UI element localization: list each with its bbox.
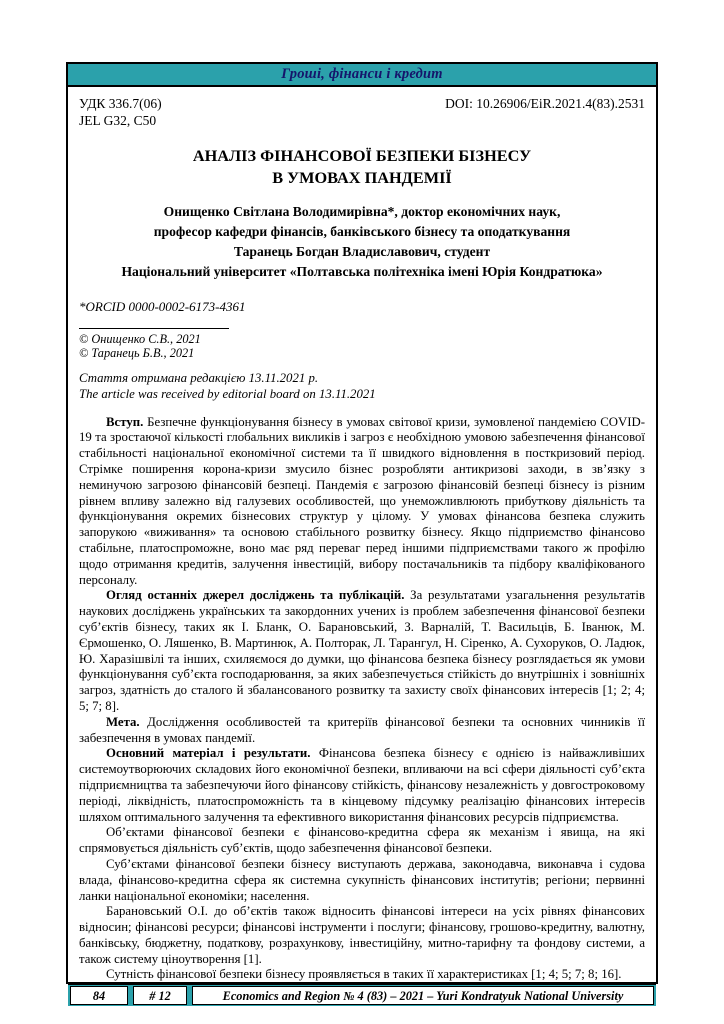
paragraph-text: За результатами узагальнення результатів наукових досліджень українських та закордонних учених із проблем забезпечення фінансової безпеки суб’єктів бізнесу, таких як І. Бланк, О. Барановський, З. Варналій, Т. Васильців, Б. Іванюк, М. Єрмошенко, О. Ляшенко, В. Мартинюк, А. Полторак, Л. Тарангул, Н. Сіренко, А. Сухоруков, О. Ладюк, Ю. Харазішвілі та інших, схиляємося до думки, що фінансова безпека бізнесу розглядається як умови функціонування суб’єкта господарювання, за яких забезпечується стійкість до внутрішніх і зовнішніх загроз, здатність до сталого й збалансованого розвитку та захисту своїх фінансових інтересів [1; 2; 4; 5; 7; 8].: [79, 588, 646, 713]
paragraph-text: Дослідження особливостей та критеріїв фінансової безпеки та основних чинників її забезпечення в умовах пандемії.: [79, 714, 645, 745]
copyright-line: © Таранець Б.В., 2021: [79, 346, 195, 361]
paragraph-text: Сутність фінансової безпеки бізнесу проявляється в таких її характеристиках [1; 4; 5; 7; 8; 16].: [106, 967, 622, 982]
received-date-en: The article was received by editorial board on 13.11.2021: [79, 387, 376, 401]
article-title-line2: В УМОВАХ ПАНДЕМІЇ: [272, 168, 452, 187]
author-line: Таранець Богдан Владиславович, студент: [233, 244, 491, 259]
footer-band: [68, 983, 656, 1006]
doi-code: DOI: 10.26906/EiR.2021.4(83).2531: [445, 96, 645, 111]
affiliation-line: Національний університет «Полтавська політехніка імені Юрія Кондратюка»: [121, 264, 603, 279]
page-frame: [66, 62, 658, 1003]
footer-journal-line: Economics and Region № 4 (83) – 2021 – Yuri Kondratyuk National University: [192, 986, 654, 1005]
article-content: [68, 87, 656, 983]
paragraph-lead: Мета.: [106, 714, 140, 729]
paragraph-lead: Огляд останніх джерел досліджень та публікацій.: [106, 588, 405, 603]
orcid-note: *ORCID 0000-0002-6173-4361: [79, 299, 246, 314]
author-line: професор кафедри фінансів, банківського бізнесу та оподаткування: [153, 224, 571, 239]
author-line: Онищенко Світлана Володимирівна*, доктор економічних наук,: [163, 204, 561, 219]
received-date-uk: Стаття отримана редакцією 13.11.2021 р.: [79, 371, 319, 386]
classification-row: [79, 95, 645, 112]
footer-issue-number: # 12: [133, 986, 187, 1005]
paragraph-text: Безпечне функціонування бізнесу в умовах світової кризи, зумовленої пандемією COVID-19 та зростаючої кількості глобальних викликів і загроз є необхідною умовою забезпечення фінансової стабільності національної економічної системи та її швидкого відновлення в посткризовий період. Стрімке поширення корона-кризи змусило бізнес розробляти антикризові заходи, в зв’язку з неминучою загрозою фінансовій безпеці. Пандемія є загрозою фінансовій безпеці бізнесу із різним рівнем впливу залежно від галузевих особливостей, що унеможливлюють прибуткову діяльність та функціонування окремих бізнесових структур у цілому. У умовах фінансова безпека служить запорукою «виживання» та основою стабільного розвитку бізнесу. Якщо підприємство фінансово стабільне, платоспроможне, воно має ряд переваг перед іншими підприємствами такого ж профілю щодо отримання кредитів, залучення інвестицій, вибору постачальників та підбору кваліфікованого персоналу.: [79, 414, 645, 587]
received-block: [79, 371, 645, 402]
paragraph-text: Суб’єктами фінансової безпеки бізнесу виступають держава, законодавча, виконавча і судова влада, фінансово-кредитна сфера як системна сукупність фінансових інститутів; регіони; первинні ланки національної економіки; населення.: [79, 856, 645, 903]
article-title: [79, 145, 645, 189]
paragraph-lead: Основний матеріал і результати.: [106, 746, 311, 761]
section-title: Гроші, фінанси і кредит: [281, 66, 443, 82]
copyright-block: [79, 332, 645, 360]
paragraph-text: Об’єктами фінансової безпеки є фінансово-кредитна сфера як механізм і явища, на які спрямовується діяльність суб’єктів, щодо забезпечення фінансової безпеки.: [79, 825, 645, 856]
paragraph-text: Барановський О.І. до об’єктів також відносить фінансові інтереси на усіх рівнях фінансових відносин; фінансові ресурси; фінансові інструменти і послуги; фінансову, грошово-кредитну, валютну, банківську, бюджетну, податкову, розрахункову, інвестиційну, митно-тарифну та фондову системи, а також систему ціноутворення [1].: [79, 904, 645, 966]
article-body: [79, 415, 645, 984]
copyright-divider: [79, 328, 229, 329]
paragraph-baranovsky: [79, 904, 645, 967]
article-title-line1: АНАЛІЗ ФІНАНСОВОЇ БЕЗПЕКИ БІЗНЕСУ: [192, 146, 532, 165]
section-band: [68, 64, 656, 87]
paragraph-essence: [79, 967, 645, 983]
paragraph-lead: Вступ.: [106, 414, 144, 429]
paragraph-text: Фінансова безпека бізнесу є однією із найважливіших системоутворюючих складових його економічної безпеки, впливаючи на всі сфери діяльності суб’єкта підприємництва та забезпечуючи його фінансову стійкість, фінансову незалежність у довгостроковому періоді, ліквідність, платоспроможність та в кінцевому підсумку реалізацію фінансових інтересів шляхом оптимального залучення та ефективного використання фінансових ресурсів підприємства.: [79, 746, 646, 824]
paragraph-goal: [79, 715, 645, 747]
paragraph-intro: [79, 415, 645, 589]
paragraph-subjects: [79, 857, 645, 904]
authors-block: [79, 202, 645, 282]
jel-code: JEL G32, C50: [79, 113, 157, 128]
footer-page-number: 84: [70, 986, 128, 1005]
udk-code: УДК 336.7(06): [79, 96, 162, 111]
paragraph-objects: [79, 825, 645, 857]
copyright-line: © Онищенко С.В., 2021: [79, 332, 201, 346]
paragraph-literature-review: [79, 588, 645, 714]
paragraph-main-material: [79, 746, 645, 825]
